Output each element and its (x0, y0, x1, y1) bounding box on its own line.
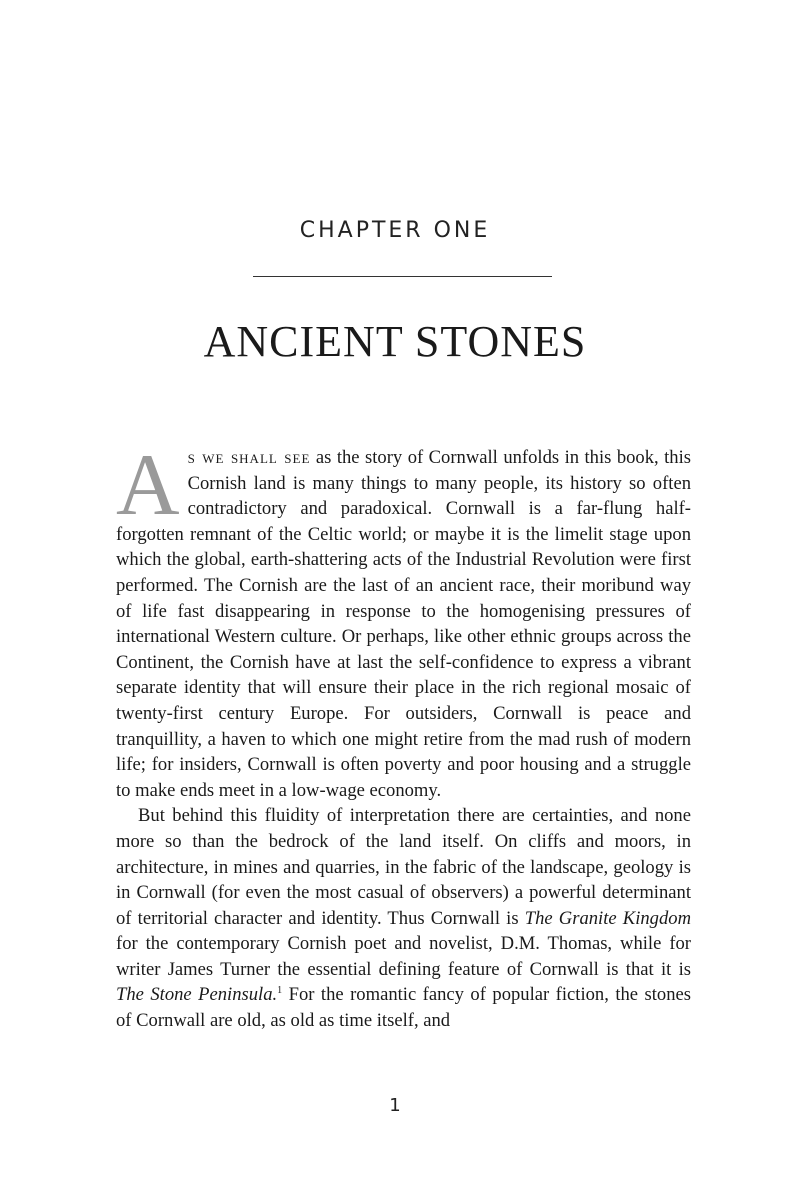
drop-cap: A (116, 437, 180, 534)
paragraph-1-text: as the story of Cornwall unfolds in this book, this Cornish land is many things to many people, its history so often contradictory and paradoxical. Cornwall is a far-flung half-forgotten remnant of the Celtic world; or maybe it is the limelit stage upon which the global, earth-shattering acts of the Industrial Revolution were first performed. The Cornish are the last of an ancient race, their moribund way of life fast disappearing in response to the homogenising pressures of international Western culture. Or perhaps, like other ethnic groups across the Continent, the Cornish have at last the self-confidence to express a vibrant separate identity that will ensure their place in the rich regional mosaic of twenty-first century Europe. For outsiders, Cornwall is peace and tranquillity, a haven to which one might retire from the mad rush of modern life; for insiders, Cornwall is often poverty and poor housing and a struggle to make ends meet in a low-wage economy. (116, 447, 692, 801)
paragraph-2 (116, 803, 691, 1033)
book-title-granite-kingdom: The Granite Kingdom (524, 907, 691, 929)
chapter-title: ANCIENT STONES (203, 317, 587, 366)
paragraph-1 (116, 437, 692, 803)
book-title-stone-peninsula: The Stone Peninsula. (116, 984, 278, 1006)
paragraph-2-text-b: for the contemporary Cornish poet and novelist, D.M. Thomas, while for writer James Turner the essential defining feature of Cornwall is that it is (116, 933, 691, 980)
title-divider (253, 276, 552, 277)
lead-small-caps: s we shall see (187, 447, 311, 468)
body-text (116, 437, 692, 1034)
paragraph-2-text-c: For the romantic fancy of popular fiction, the stones of Cornwall are old, as old as time itself, and (116, 984, 691, 1032)
chapter-label: CHAPTER ONE (299, 218, 491, 243)
paragraph-2-text-a: But behind this fluidity of interpretation there are certainties, and none more so than the bedrock of the land itself. On cliffs and moors, in architecture, in mines and quarries, in the fabric of the landscape, geology is in Cornwall (for even the most casual of observers) a powerful determinant of territorial character and identity. Thus Cornwall is (116, 805, 691, 929)
page-number: 1 (389, 1095, 401, 1116)
footnote-ref[interactable]: 1 (277, 985, 283, 997)
